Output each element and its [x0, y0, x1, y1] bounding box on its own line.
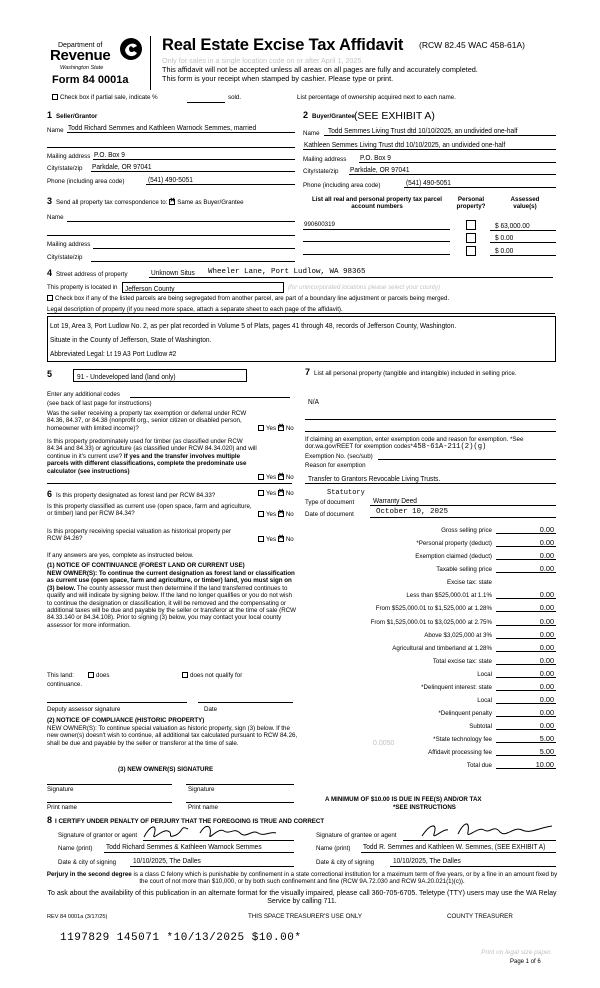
calc-value[interactable]: 0.00	[539, 708, 554, 717]
seller-name-label: Name	[47, 127, 64, 134]
calc-value[interactable]: 0.00	[539, 551, 554, 560]
calc-label: Subtotal	[469, 723, 492, 730]
grantee-signature-icon	[418, 818, 556, 842]
grantee-sig-label: Signature of grantee or agent	[316, 832, 397, 839]
partial-sale-checkbox[interactable]	[52, 94, 58, 100]
q-timber-bold: If yes and the transfer involves multiple parcels with different classifications, complete the predominate use calculator (see instructions)	[47, 452, 247, 475]
calc-label: *Delinquent interest: state	[421, 684, 492, 691]
partial-sale-percent-line[interactable]	[187, 102, 225, 103]
buyer-name-2[interactable]: Kathleen Semmes Living Trust dtd 10/10/2025, an undivided one-half	[304, 140, 506, 149]
calc-value-line	[496, 546, 556, 547]
q-historic-no[interactable]	[278, 536, 284, 542]
owner-print-label-2: Print name	[188, 804, 218, 811]
calc-value-line	[496, 716, 556, 717]
buyer-city[interactable]: Parkdale, OR 97041	[350, 165, 410, 174]
buyer-name-label: Name	[303, 130, 320, 137]
parcel-line-3[interactable]	[303, 254, 450, 255]
q-historic-yes[interactable]	[258, 536, 264, 542]
calc-label: Total due	[466, 762, 492, 769]
parcel-value-line-3	[490, 255, 556, 256]
deputy-sig-label: Deputy assessor signature	[47, 706, 121, 713]
calc-value[interactable]: 5.00	[539, 734, 554, 743]
owner-print-label-1: Print name	[47, 804, 77, 811]
dor-logo-icon	[119, 37, 143, 61]
calc-value[interactable]: 0.00	[539, 643, 554, 652]
notice-continuance-text: The county assessor must then determine if the land transferred continues to qualify and will indicate by signing below. If the land no longer qualifies or you do not wish to continue the designation or classification, it will be removed and the compensating or additional taxes will be due and payable by the seller or transferor at the time of sale (RCW 84.33.140 or 84.34.108). Prior to signing (3) below, you may contact your local county assessor for more information.	[47, 584, 297, 629]
pp-line-2	[305, 431, 556, 432]
street-label: Street address of property	[56, 271, 128, 278]
q-timber	[47, 438, 257, 475]
minimum-due: A MINIMUM OF $10.00 IS DUE IN FEE(S) AND/OR TAX	[325, 796, 482, 803]
seller-mailing-line	[93, 159, 295, 160]
grantor-name-label: Name (print)	[58, 845, 93, 852]
calc-label: *Delinquent penalty	[438, 710, 492, 717]
q-exemption-yes[interactable]	[258, 425, 264, 431]
certify-text: I CERTIFY UNDER PENALTY OF PERJURY THAT THE FOREGOING IS TRUE AND CORRECT	[55, 818, 325, 825]
seller-heading: Seller/Grantor	[56, 113, 98, 120]
buyer-name-1[interactable]: Todd Semmes Living Trust dtd 10/10/2025, an undivided one-half	[328, 126, 518, 135]
calc-value[interactable]: 0.00	[539, 603, 554, 612]
segregated-label: Check box if any of the listed parcels are being segregated from another parcel, are part of a boundary line adjustment or parcels being merged.	[55, 295, 450, 302]
if-yes-note: If any answers are yes, complete as instructed below.	[47, 552, 194, 559]
deputy-sig-line[interactable]	[47, 702, 187, 703]
seller-name[interactable]: Todd Richard Semmes and Kathleen Warnock Semmes, married	[68, 123, 257, 132]
reason-value[interactable]: Transfer to Grantors Revocable Living Trusts.	[308, 474, 441, 483]
parcel-number-1[interactable]: 990600319	[304, 221, 335, 228]
grantee-name-label: Name (print)	[316, 845, 351, 852]
buyer-name-line2	[303, 149, 556, 150]
grantee-date-line	[390, 866, 556, 867]
exemption-no-label: Exemption No. (sec/sub)	[305, 453, 373, 460]
statutory-text: Statutory	[327, 489, 365, 497]
does-not-option: does not qualify for	[182, 672, 242, 679]
seller-name-line	[67, 132, 295, 133]
segregated-checkbox[interactable]	[47, 295, 53, 301]
calc-value[interactable]: 0.00	[539, 695, 554, 704]
doc-type-line	[370, 505, 556, 506]
codes-label: Enter any additional codes	[47, 391, 120, 398]
treasurer-stamp: 1197829 145071 *10/13/2025 $10.00*	[60, 932, 302, 944]
form-number: Form 84 0001a	[52, 74, 129, 86]
section-2-number: 2	[303, 110, 309, 120]
corr-name-label: Name	[47, 214, 64, 221]
partial-sale-label: Check box if partial sale, indicate %	[60, 94, 158, 101]
seller-city-line	[91, 171, 295, 172]
reason-label: Reason for exemption	[305, 462, 366, 469]
located-label: This property is located in	[47, 284, 118, 291]
exemption-no-line	[378, 459, 556, 460]
q-current-use: Is this property classified as current use (open space, farm and agriculture, or timber) land per RCW 84.34?	[47, 503, 252, 518]
calc-value[interactable]: 0.00	[539, 538, 554, 547]
parcel-line-1	[303, 229, 450, 230]
parcel-personal-checkbox-3[interactable]	[466, 246, 476, 256]
parcel-value-line-1	[490, 230, 556, 231]
grantor-date[interactable]: 10/10/2025, The Dalles	[133, 856, 201, 865]
agency-dept: Department of	[58, 42, 103, 49]
owner-sig-label-1: Signature	[47, 786, 74, 793]
q-forest-no[interactable]	[278, 490, 284, 496]
land-use-value: 91 - Undeveloped land (land only)	[77, 372, 176, 381]
seller-mailing[interactable]: P.O. Box 9	[94, 150, 125, 159]
street-typed: Wheeler Lane, Port Ludlow, WA 98365	[208, 268, 366, 276]
deputy-date-line[interactable]	[198, 702, 293, 703]
form-title: Real Estate Excise Tax Affidavit	[162, 36, 404, 54]
county-treasurer: COUNTY TREASURER	[447, 913, 513, 920]
does-not-checkbox[interactable]	[182, 672, 188, 678]
correspondence-row	[56, 199, 244, 206]
calc-value-line	[496, 651, 556, 652]
section-5-number: 5	[47, 369, 53, 379]
timber-underline	[47, 483, 292, 484]
grantee-date[interactable]: 10/10/2025, The Dalles	[393, 856, 461, 865]
notice-line1: This affidavit will not be accepted unless all areas on all pages are fully and accurately completed.	[162, 65, 478, 74]
calc-value-line	[496, 677, 556, 678]
parcel-col-personal: Personal property?	[456, 196, 486, 211]
calc-value[interactable]: 10.00	[535, 760, 554, 769]
q-current-use-answer: Yes ✕ No	[258, 511, 294, 518]
personal-property-label: List all personal property (tangible and intangible) included in selling price.	[314, 370, 517, 377]
q-exemption-no[interactable]	[278, 425, 284, 431]
buyer-phone[interactable]: (541) 490-5051	[406, 178, 451, 187]
grantor-date-line	[130, 866, 294, 867]
grantor-date-label: Date & city of signing	[58, 859, 117, 866]
legal-label-line	[47, 313, 555, 314]
buyer-city-label: City/state/zip	[303, 168, 339, 175]
buyer-name-line	[324, 135, 556, 136]
seller-name-line2	[47, 147, 295, 148]
seller-phone[interactable]: (541) 490-5051	[148, 175, 193, 184]
county-value: Jefferson County	[125, 284, 175, 293]
grantor-name[interactable]: Todd Richard Semmes & Kathleen Warnock Semmes	[106, 842, 262, 851]
q-exemption-answer: Yes ✕ No	[258, 425, 294, 432]
calc-label: *Personal property (deduct)	[416, 540, 492, 547]
seller-city-label: City/state/zip	[47, 165, 83, 172]
codes-line[interactable]	[130, 397, 290, 398]
owner-sig-label-2: Signature	[188, 786, 215, 793]
legal-line-2: Situate in the County of Jefferson, State of Washington.	[50, 335, 212, 344]
calc-label: Excise tax: state	[446, 579, 492, 586]
doc-type-label: Type of document	[305, 499, 355, 506]
grantee-name-line	[361, 852, 556, 853]
corr-city-line[interactable]	[91, 261, 295, 262]
see-instructions: *SEE INSTRUCTIONS	[393, 804, 456, 811]
ownership-note: List percentage of ownership acquired next to each name.	[297, 94, 456, 101]
owner-sig-head: (3) NEW OWNER(S) SIGNATURE	[118, 766, 214, 773]
corr-mailing-label: Mailing address	[47, 241, 91, 248]
calc-label: Agricultural and timberland at 1.28%	[392, 645, 492, 652]
calc-value-line	[496, 625, 556, 626]
legal-line-3: Abbreviated Legal: Lt 19 A3 Port Ludlow #2	[50, 349, 177, 358]
doc-date-label: Date of document	[305, 511, 354, 518]
calc-value[interactable]: 0.00	[539, 669, 554, 678]
codes-note: (see back of last page for instructions)	[47, 400, 152, 407]
parcel-col-assessed: Assessed value(s)	[510, 196, 540, 211]
agency-state: Washington State	[60, 65, 104, 71]
section-4-number: 4	[47, 268, 53, 278]
doc-date-value[interactable]: October 10, 2025	[376, 508, 449, 516]
calc-value[interactable]: 0.00	[539, 617, 554, 626]
calc-value[interactable]: 0.00	[539, 721, 554, 730]
q-forest: Is this property designated as forest land per RCW 84.33?	[56, 492, 216, 499]
calc-value-line	[496, 638, 556, 639]
personal-property-value[interactable]: N/A	[308, 397, 319, 406]
calc-value[interactable]: 0.00	[539, 630, 554, 639]
q-forest-yes[interactable]	[258, 490, 264, 496]
calc-value[interactable]: 0.00	[539, 525, 554, 534]
calc-label: Less than $525,000.01 at 1.1%	[406, 592, 492, 599]
exemption-label-b: *See dor.wa.gov/REET for exemption codes*	[305, 436, 524, 451]
calc-value-line	[496, 664, 556, 665]
calc-value-line	[496, 598, 556, 599]
corr-name-line2[interactable]	[47, 235, 295, 236]
seller-phone-label: Phone (including area code)	[47, 178, 125, 185]
calc-label: Above $3,025,000 at 3%	[424, 632, 492, 639]
q-timber-yes[interactable]	[258, 474, 264, 480]
deputy-date-label: Date	[204, 706, 218, 713]
corr-name-line[interactable]	[67, 221, 295, 222]
buyer-mailing-line	[359, 162, 556, 163]
revision: REV 84 0001a (3/17/25)	[47, 914, 108, 920]
street-line	[149, 277, 553, 278]
unincorporated-note: (for unincorporated locations please select your county)	[288, 284, 441, 291]
calc-value-line	[496, 742, 556, 743]
parcel-value-1[interactable]: $ 63,000.00	[495, 221, 530, 230]
same-as-buyer-label: Same as Buyer/Grantee	[177, 199, 244, 206]
parcel-personal-checkbox-1[interactable]	[466, 220, 476, 230]
header-divider	[150, 36, 151, 90]
page-number: Page 1 of 6	[510, 959, 541, 965]
parcel-value-2[interactable]: $ 0.00	[495, 233, 514, 242]
q-timber-answer: Yes ✕ No	[258, 474, 294, 481]
seller-city[interactable]: Parkdale, OR 97041	[92, 162, 152, 171]
parcel-col-numbers: List all real and personal property tax parcel account numbers	[312, 196, 442, 211]
calc-value-line	[496, 690, 556, 691]
calc-label: From $1,525,000.01 to $3,025,000 at 2.75%	[370, 619, 492, 626]
does-checkbox[interactable]	[88, 672, 94, 678]
legal-label: Legal description of property (if you need more space, attach a separate sheet to each page of the affidavit).	[47, 306, 343, 313]
legal-paper-note: Print on legal size paper.	[481, 949, 553, 956]
notice-compliance-body: NEW OWNER(S): To continue special valuation as historic property, sign (3) below. If the new owner(s) doesn't wish to continue, all additional tax calculated pursuant to RCW 84.26, shall be due and payable by the seller or transferor at the time of sale.	[47, 725, 298, 747]
calc-value-line	[496, 755, 556, 756]
corr-city-label: City/state/zip	[47, 254, 83, 261]
street-value[interactable]: Unknown Situs	[151, 268, 195, 277]
notice-continuance-body	[47, 570, 297, 629]
calc-label: *State technology fee	[433, 736, 492, 743]
grantee-date-label: Date & city of signing	[316, 859, 375, 866]
calc-value-line	[496, 559, 556, 560]
calc-value[interactable]: 0.00	[539, 590, 554, 599]
calc-label: Total excise tax: state	[432, 658, 492, 665]
q-historic: Is this property receiving special valuation as historical property per RCW 84.26?	[47, 528, 231, 543]
alt-format-notice: To ask about the availability of this publication in an alternate format for the visually impaired, please call 360-705-6705. Teletype (TTY) users may use the WA Relay Service by calling 711.	[47, 890, 557, 906]
parcel-line-2[interactable]	[303, 241, 450, 242]
section-8-number: 8	[47, 815, 53, 825]
owner-print-line-1[interactable]	[47, 802, 172, 803]
reason-line	[305, 483, 556, 484]
calc-label: Local	[477, 671, 492, 678]
continuance-label: continuance.	[47, 681, 83, 688]
grantor-name-line	[104, 852, 294, 853]
grantee-name[interactable]: Todd R. Semmes and Kathleen W. Semmes, (SEE EXHIBIT A)	[363, 842, 546, 851]
perjury-notice	[42, 871, 562, 886]
calc-value-line	[496, 703, 556, 704]
q-timber-text: Is this property predominately used for timber (as classified under RCW 84.34 and 84.33) or agriculture (as classified under RCW 84.34.020) and will continue in it's current use?	[47, 438, 257, 460]
perjury-text: is a class C felony which is punishable by confinement in a state correctional institution for a maximum term of five years, or by a fine in an amount fixed by the court of not more than $10,000, or by both such confinement and fine (RCW 9A.72.030 and RCW 9A.20.021(1)(c)).	[133, 871, 558, 886]
calc-label: Affidavit processing fee	[428, 749, 492, 756]
doc-type-value[interactable]: Warranty Deed	[373, 496, 417, 505]
buyer-city-line	[349, 174, 556, 175]
notice-continuance-head: (1) NOTICE OF CONTINUANCE (FOREST LAND OR CURRENT USE)	[47, 562, 245, 569]
owner-sig-line-1[interactable]	[47, 784, 172, 785]
segregated-row	[47, 295, 449, 302]
corr-mailing-line[interactable]	[93, 248, 295, 249]
exemption-label-a: If claiming an exemption, enter exemption code and reason for exemption.	[305, 436, 509, 443]
calc-label: Taxable selling price	[436, 566, 492, 573]
section-6-number: 6	[47, 489, 53, 499]
parcel-value-line-2	[490, 242, 556, 243]
calc-value[interactable]: 5.00	[539, 747, 554, 756]
local-rate: 0.0050	[373, 740, 395, 747]
owner-print-line-2[interactable]	[186, 802, 294, 803]
agency-name: Revenue	[50, 47, 111, 64]
section-7-number: 7	[305, 367, 311, 377]
perjury-bold: Perjury in the second degree	[46, 871, 132, 878]
exemption-no-value[interactable]: 458-61A-211(2)(g)	[413, 443, 487, 451]
notice-continuance-bold: NEW OWNER(S): To continue the current designation as forest land or classification as current use (open space, farm and agriculture, or timber) land, you must sign on (3) below.	[47, 570, 295, 592]
notice-line2: This form is your receipt when stamped by cashier. Please type or print.	[162, 74, 394, 83]
section-3-number: 3	[47, 196, 53, 206]
buyer-mailing-label: Mailing address	[303, 156, 347, 163]
calc-value-line	[496, 768, 556, 769]
owner-sig-line-2[interactable]	[186, 784, 294, 785]
calc-value-line	[496, 611, 556, 612]
section-1-number: 1	[47, 110, 53, 120]
buyer-phone-label: Phone (including area code)	[303, 182, 381, 189]
calc-label: From $525,000.01 to $1,525,000 at 1.28%	[375, 605, 492, 612]
calc-value[interactable]: 0.00	[539, 682, 554, 691]
q-forest-answer: Yes ✕ No	[258, 490, 294, 497]
calc-value-line	[496, 533, 556, 534]
partial-sale-suffix: sold.	[228, 94, 242, 101]
calc-label: Local	[477, 697, 492, 704]
form-title-rcw: (RCW 82.45 WAC 458-61A)	[419, 40, 525, 50]
buyer-heading: Buyer/Grantee	[312, 113, 355, 120]
pp-line-1	[305, 419, 556, 420]
calc-value[interactable]: 0.00	[539, 564, 554, 573]
legal-line-1: Lot 19, Area 3, Port Ludlow No. 2, as per plat recorded in Volume 5 of Plats, pages 41 through 48, records of Jefferson County, Washington.	[50, 321, 457, 330]
doc-date-line	[370, 517, 556, 518]
q-exemption: Was the seller receiving a property tax exemption or deferral under RCW 84.36, 84.37, or 84.38 (nonprofit org., senior citizen or disabled person, homeowner with limited income)?	[47, 410, 247, 432]
calc-value[interactable]: 0.00	[539, 656, 554, 665]
grantor-sig-label: Signature of grantor or agent	[58, 832, 138, 839]
parcel-value-3[interactable]: $ 0.00	[495, 246, 514, 255]
q-current-use-yes[interactable]	[258, 511, 264, 517]
this-land-label: This land:	[47, 672, 74, 679]
same-as-buyer-checkbox[interactable]	[169, 199, 175, 205]
buyer-mailing[interactable]: P.O. Box 9	[360, 153, 391, 162]
q-timber-no[interactable]	[278, 474, 284, 480]
calc-value-line	[496, 729, 556, 730]
q-current-use-no[interactable]	[278, 511, 284, 517]
does-option: does	[88, 672, 109, 679]
calc-label: Exemption claimed (deduct)	[415, 553, 492, 560]
q-historic-answer: Yes ✕ No	[258, 536, 294, 543]
parcel-personal-checkbox-2[interactable]	[466, 233, 476, 243]
buyer-exhibit: (SEE EXHIBIT A)	[354, 110, 435, 122]
grantor-signature-icon	[140, 821, 280, 843]
correspondence-label: Send all property tax correspondence to:	[56, 199, 168, 206]
location-watermark: Only for sales in a single location code on or after April 1, 2025.	[162, 56, 364, 65]
partial-sale-row	[52, 94, 158, 101]
buyer-phone-line	[404, 187, 556, 188]
calc-value-line	[496, 572, 556, 573]
seller-phone-line	[146, 184, 295, 185]
notice-compliance-head: (2) NOTICE OF COMPLIANCE (HISTORIC PROPERTY)	[47, 717, 205, 724]
treasurer-use: THIS SPACE TREASURER'S USE ONLY	[248, 913, 362, 920]
calc-label: Gross selling price	[441, 527, 492, 534]
seller-mailing-label: Mailing address	[47, 153, 91, 160]
